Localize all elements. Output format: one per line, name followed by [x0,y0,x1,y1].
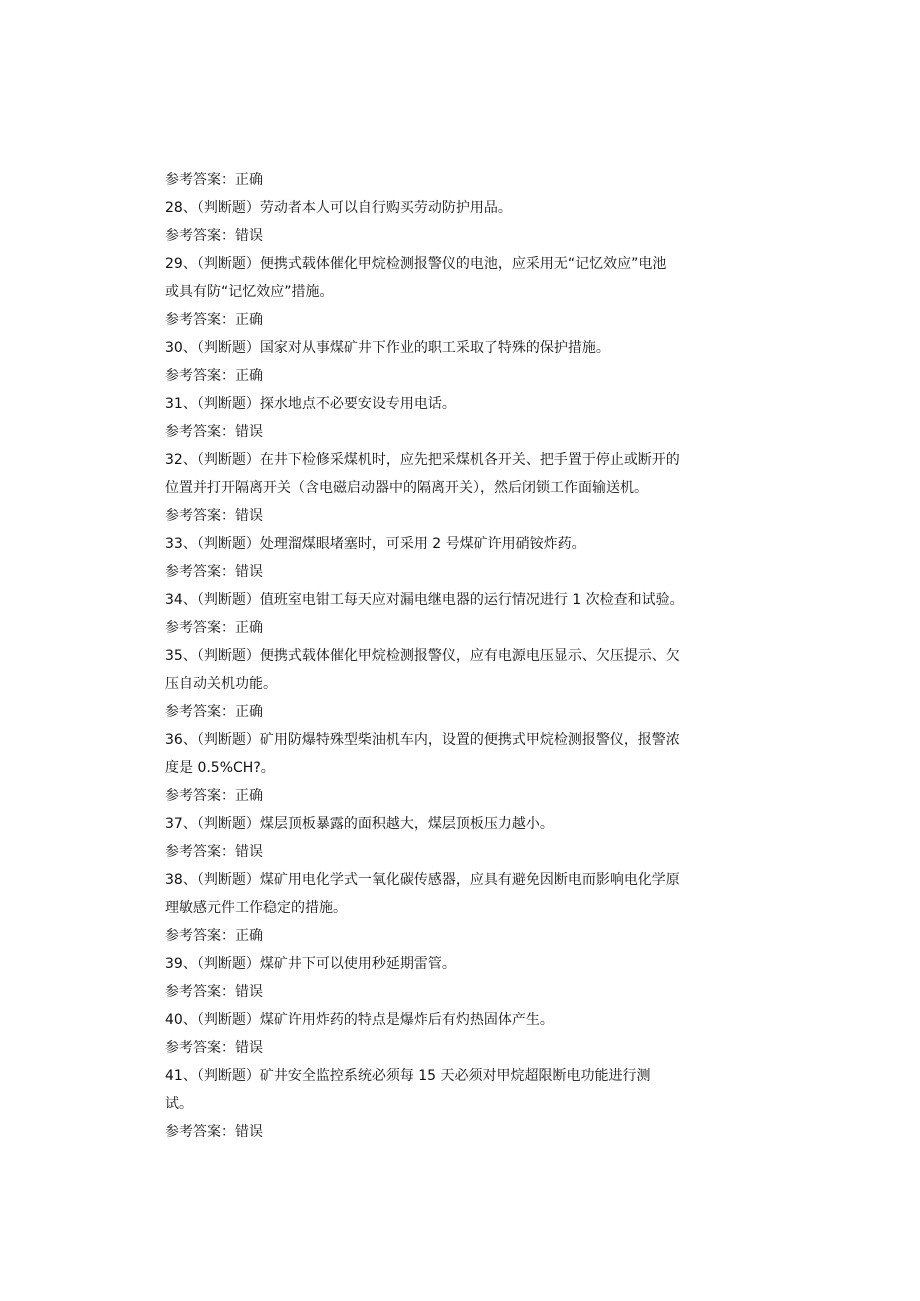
question-28: 28、（判断题）劳动者本人可以自行购买劳动防护用品。 [165,200,512,216]
answer-line: 参考答案：正确 [165,312,263,328]
question-38-continued: 理敏感元件工作稳定的措施。 [165,900,347,916]
question-32-continued: 位置并打开隔离开关（含电磁启动器中的隔离开关），然后闭锁工作面输送机。 [165,480,648,496]
answer-line: 参考答案：错误 [165,508,263,524]
question-29-continued: 或具有防“记忆效应”措施。 [165,284,334,300]
question-29: 29、（判断题）便携式载体催化甲烷检测报警仪的电池，应采用无“记忆效应”电池 [165,256,667,272]
answer-line: 参考答案：正确 [165,928,263,944]
answer-line: 参考答案：正确 [165,788,263,804]
question-35: 35、（判断题）便携式载体催化甲烷检测报警仪，应有电源电压显示、欠压提示、欠 [165,648,680,664]
answer-line: 参考答案：正确 [165,368,263,384]
answer-line: 参考答案：错误 [165,228,263,244]
question-38: 38、（判断题）煤矿用电化学式一氧化碳传感器，应具有避免因断电而影响电化学原 [165,872,680,888]
answer-line: 参考答案：错误 [165,564,263,580]
answer-line: 参考答案：正确 [165,704,263,720]
question-31: 31、（判断题）探水地点不必要安设专用电话。 [165,396,456,412]
question-39: 39、（判断题）煤矿井下可以使用秒延期雷管。 [165,956,456,972]
question-41: 41、（判断题）矿井安全监控系统必须每 15 天必须对甲烷超限断电功能进行测 [165,1068,651,1084]
answer-line: 参考答案：错误 [165,984,263,1000]
answer-line: 参考答案：错误 [165,424,263,440]
question-33: 33、（判断题）处理溜煤眼堵塞时，可采用 2 号煤矿许用硝铵炸药。 [165,536,586,552]
question-41-continued: 试。 [165,1096,193,1112]
answer-line: 参考答案：错误 [165,844,263,860]
document-body [165,166,765,1146]
question-32: 32、（判断题）在井下检修采煤机时，应先把采煤机各开关、把手置于停止或断开的 [165,452,680,468]
question-36: 36、（判断题）矿用防爆特殊型柴油机车内，设置的便携式甲烷检测报警仪，报警浓 [165,732,680,748]
answer-line: 参考答案：正确 [165,620,263,636]
question-36-continued: 度是 0.5%CH?。 [165,760,275,776]
answer-line: 参考答案：错误 [165,1124,263,1140]
question-40: 40、（判断题）煤矿许用炸药的特点是爆炸后有灼热固体产生。 [165,1012,554,1028]
question-35-continued: 压自动关机功能。 [165,676,277,692]
question-34: 34、（判断题）值班室电钳工每天应对漏电继电器的运行情况进行 1 次检查和试验。 [165,592,684,608]
answer-line: 参考答案：错误 [165,1040,263,1056]
question-30: 30、（判断题）国家对从事煤矿井下作业的职工采取了特殊的保护措施。 [165,340,610,356]
question-37: 37、（判断题）煤层顶板暴露的面积越大，煤层顶板压力越小。 [165,816,554,832]
answer-line: 参考答案：正确 [165,172,263,188]
